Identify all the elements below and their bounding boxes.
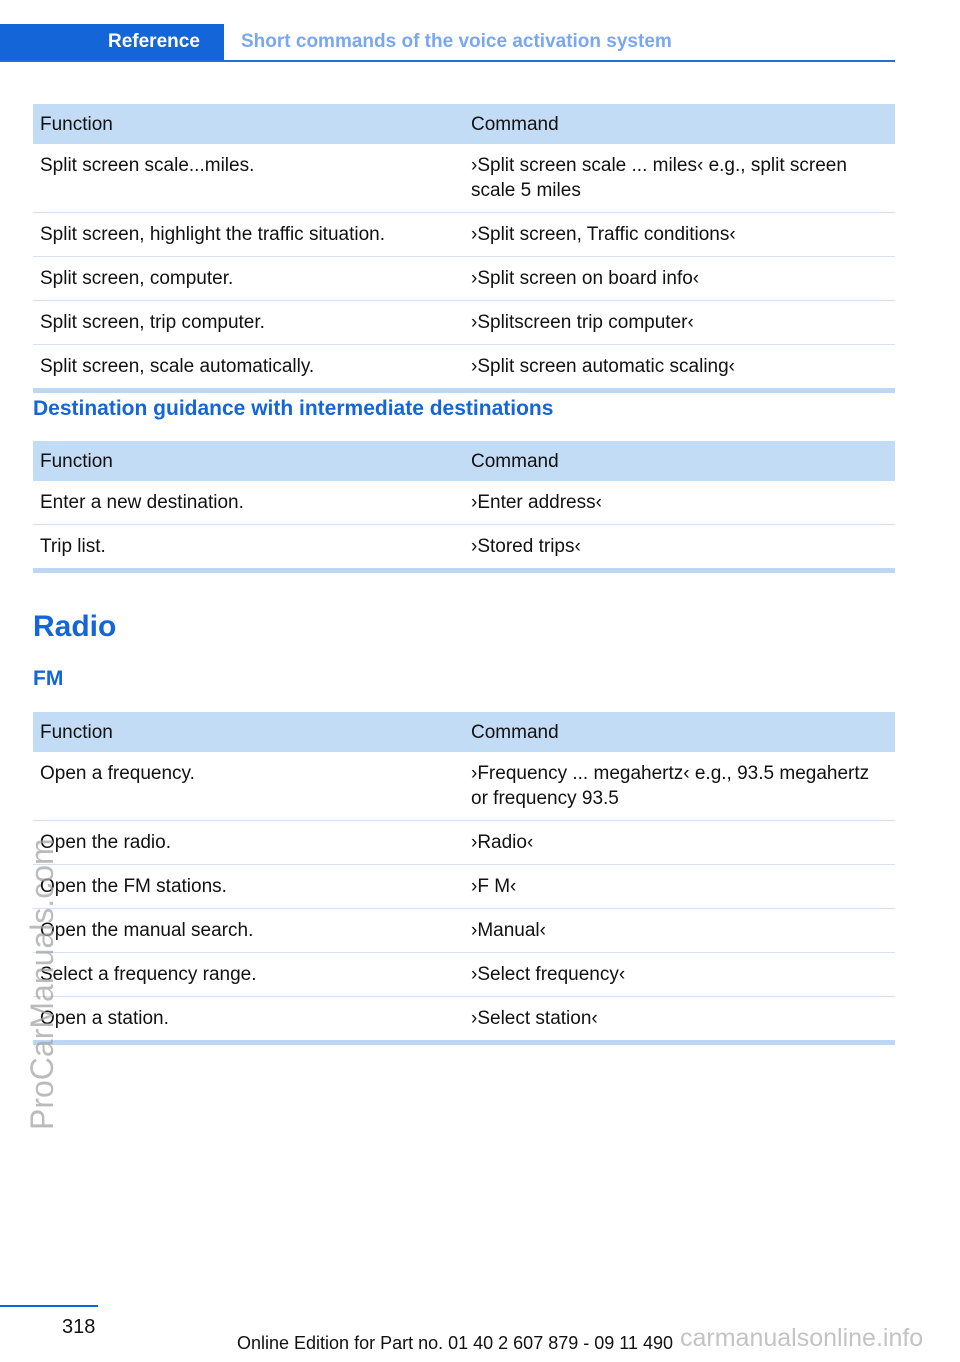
table-row [33,953,895,997]
command-cell: ›Radio‹ [471,832,534,853]
table-row [33,213,895,257]
command-cell: ›Manual‹ [471,920,546,941]
column-header-command: Command [471,721,559,743]
function-cell: Split screen, scale automatically. [40,356,315,377]
column-header-command: Command [471,113,559,135]
command-cell: ›Split screen on board info‹ [471,268,700,289]
function-cell: Open the FM stations. [40,876,227,897]
function-cell: Select a frequency range. [40,964,257,985]
function-cell: Split screen, computer. [40,268,234,289]
command-cell: ›Splitscreen trip computer‹ [471,312,694,333]
subsection-title: FM [33,667,64,690]
column-header-function: Function [40,113,113,135]
function-cell: Split screen scale...miles. [40,155,255,176]
function-cell: Open a station. [40,1008,169,1029]
table-header-row [33,441,895,481]
table-row [33,525,895,568]
command-cell: ›Split screen scale ... miles‹ e.g., split screen scale 5 miles [471,155,847,201]
command-cell: ›Frequency ... megahertz‹ e.g., 93.5 megahertz or frequency 93.5 [471,763,870,809]
function-cell: Open the manual search. [40,920,254,941]
watermark-bottom: carmanualsonline.info [680,1324,924,1352]
table-row [33,909,895,953]
command-cell: ›Select station‹ [471,1008,598,1029]
radio-fm-commands-table [33,712,895,1045]
function-cell: Enter a new destination. [40,492,244,513]
column-header-command: Command [471,450,559,472]
table-row [33,821,895,865]
column-header-function: Function [40,450,113,472]
header-title: Short commands of the voice activation system [241,31,672,52]
section-title: Destination guidance with intermediate destinations [33,397,554,420]
function-cell: Open a frequency. [40,763,195,784]
table-row [33,481,895,525]
page-header [0,24,895,62]
page-number: 318 [62,1316,96,1338]
table-row [33,301,895,345]
function-cell: Split screen, highlight the traffic situation. [40,224,386,245]
table-row [33,144,895,213]
table-row [33,997,895,1040]
command-cell: ›Select frequency‹ [471,964,626,985]
footer-divider [0,1305,98,1307]
column-header-function: Function [40,721,113,743]
command-cell: ›Split screen, Traffic conditions‹ [471,224,736,245]
function-cell: Split screen, trip computer. [40,312,265,333]
split-screen-commands-table [33,104,895,393]
watermark-left: ProCarManuals.com [24,838,60,1130]
table-row [33,345,895,388]
command-cell: ›F M‹ [471,876,517,897]
table-row [33,257,895,301]
chapter-tab[interactable]: Reference [0,24,224,60]
table-header-row [33,104,895,144]
function-cell: Open the radio. [40,832,171,853]
footer-edition-text: Online Edition for Part no. 01 40 2 607 879 - 09 11 490 [237,1333,673,1353]
chapter-title: Radio [33,610,117,643]
command-cell: ›Split screen automatic scaling‹ [471,356,735,377]
table-row [33,865,895,909]
command-cell: ›Enter address‹ [471,492,602,513]
function-cell: Trip list. [40,536,106,557]
destination-guidance-commands-table [33,441,895,573]
table-header-row [33,712,895,752]
command-cell: ›Stored trips‹ [471,536,581,557]
table-row [33,752,895,821]
